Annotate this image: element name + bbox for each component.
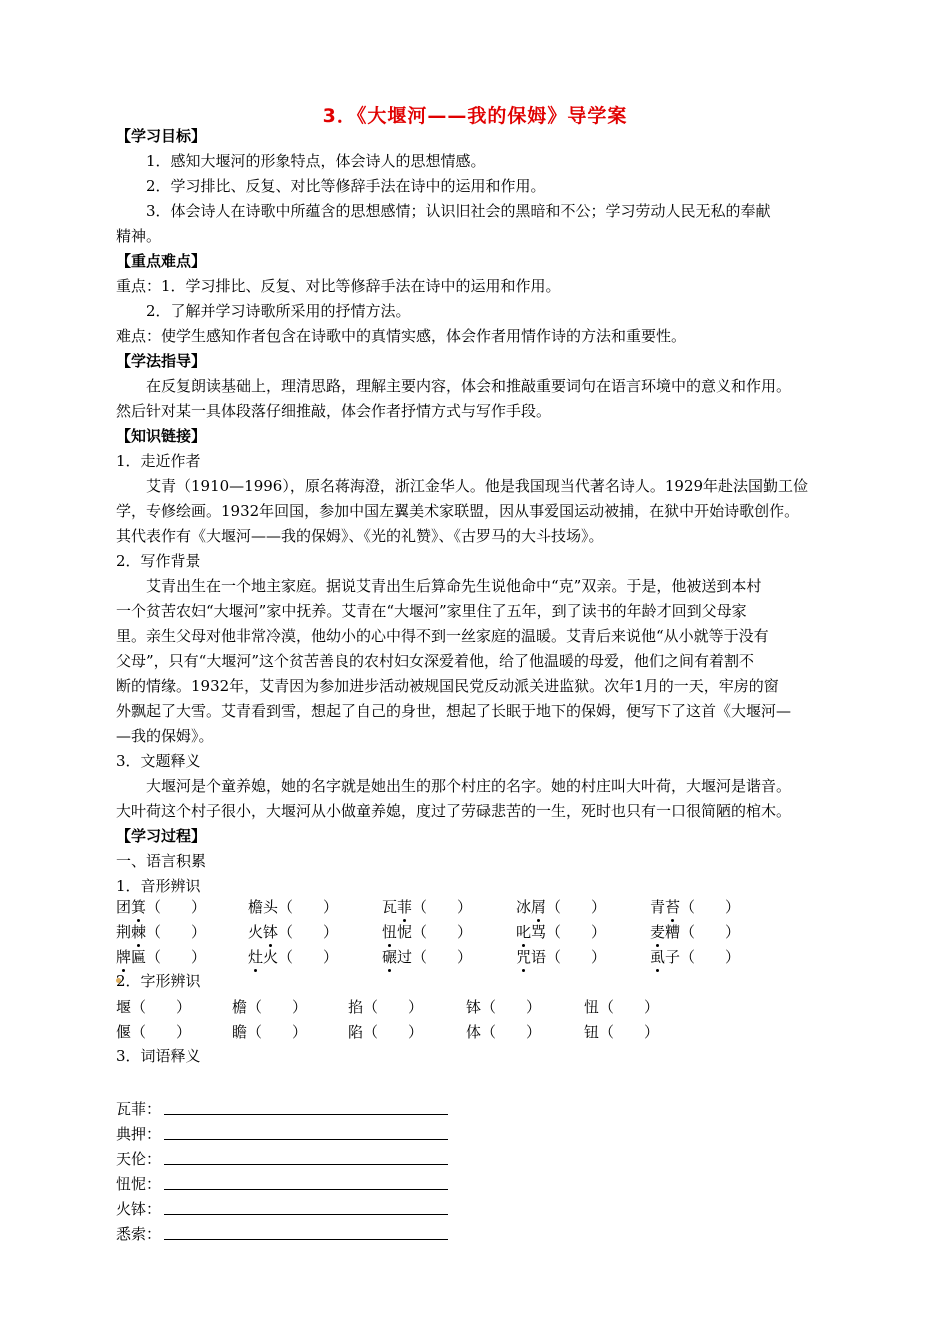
meaning-1: 大堰河是个童养媳，她的名字就是她出生的那个村庄的名字。她的村庄叫大叶荷，大堰河是谐音。 [146,777,792,795]
pronunciation-prefix: 檐 [248,898,264,916]
link-heading: 【知识链接】 [116,427,207,445]
meaning-heading: 3．文题释义 [116,752,201,770]
pronunciation-dotted-char: 灶 [248,945,263,969]
shape-item: 掐（ ） [348,998,424,1016]
pronunciation-suffix: 火（ ） [263,948,339,966]
pronunciation-suffix: 子（ ） [665,948,741,966]
pronunciation-prefix: 荆 [116,923,132,941]
shape-item: 体（ ） [466,1023,542,1041]
pronunciation-prefix: 冰 [516,898,532,916]
pronunciation-dotted-char: 菲 [397,895,412,919]
pronunciation-item [116,895,206,919]
pronunciation-suffix: （ ） [146,923,207,941]
goal-3: 3．体会诗人在诗歌中所蕴含的思想感情；认识旧社会的黑暗和不公；学习劳动人民无私的奉献 [146,202,771,220]
pronunciation-dotted-char: 忸 [382,920,397,944]
meaning-2: 大叶荷这个村子很小，大堰河从小做童养媳，度过了劳碌悲苦的一生，死时也只有一口很简陋的棺木。 [116,802,792,820]
answer-blank-line[interactable] [164,1114,448,1115]
pronunciation-dotted-char: 咒 [516,945,531,969]
pronunciation-item [382,945,472,969]
answer-blank-line[interactable] [164,1214,448,1215]
background-5: 断的情缘。1932年，艾青因为参加进步活动被规国民党反动派关进监狱。次年1月的一天，牢房的窗 [116,677,779,695]
background-1: 艾青出生在一个地主家庭。据说艾青出生后算命先生说他命中“克”双亲。于是，他被送到本村 [146,577,762,595]
pronunciation-suffix: 过（ ） [397,948,473,966]
pronunciation-suffix: 怩（ ） [397,923,473,941]
definition-row [116,1097,456,1121]
background-2: 一个贫苦农妇“大堰河”家中抚养。艾青在“大堰河”家里住了五年，到了读书的年龄才回到父母家 [116,602,747,620]
pronunciation-item [516,920,606,944]
pronunciation-item [650,945,740,969]
key-1: 重点：1．学习排比、反复、对比等修辞手法在诗中的运用和作用。 [116,277,561,295]
answer-blank-line[interactable] [164,1239,448,1240]
answer-blank-line[interactable] [164,1189,448,1190]
method-heading: 【学法指导】 [116,352,207,370]
process-heading: 【学习过程】 [116,827,207,845]
pronunciation-dotted-char: 屑 [531,895,546,919]
pronunciation-dotted-char: 叱 [516,920,531,944]
pronunciation-item [382,920,472,944]
pronunciation-suffix: 匾（ ） [131,948,207,966]
language-accumulation-heading: 一、语言积累 [116,852,207,870]
pronunciation-dotted-char: 钵 [263,920,278,944]
key-2: 2．了解并学习诗歌所采用的抒情方法。 [146,302,411,320]
pronunciation-suffix: （ ） [412,898,473,916]
doc-title: 3．《大堰河——我的保姆》导学案 [322,105,628,127]
author-3: 其代表作有《大堰河——我的保姆》、《光的礼赞》、《古罗马的大斗技场》。 [116,527,604,545]
definition-row [116,1172,456,1196]
pronunciation-suffix: （ ） [146,898,207,916]
pronunciation-suffix: （ ） [546,898,607,916]
goals-heading: 【学习目标】 [116,127,207,145]
definition-row [116,1147,456,1171]
background-7: —我的保姆》。 [116,727,214,745]
author-2: 学，专修绘画。1932年回国，参加中国左翼美术家联盟，因从事爱国运动被捕，在狱中开始诗歌创作。 [116,502,800,520]
shape-row [116,995,846,1019]
definition-label: 典押： [116,1125,162,1143]
shape-item: 钵（ ） [466,998,542,1016]
pronunciation-dotted-char: 棘 [131,920,146,944]
pronunciation-item [382,895,472,919]
definition-label: 忸怩： [116,1175,162,1193]
key-heading: 【重点难点】 [116,252,207,270]
pronunciation-row [116,945,846,969]
pronunciation-row [116,920,846,944]
shape-item: 钮（ ） [584,1023,660,1041]
pronunciation-item [516,945,606,969]
pronunciation-suffix: 语（ ） [531,948,607,966]
shape-item: 忸（ ） [584,998,660,1016]
shape-item: 堰（ ） [116,998,192,1016]
pronunciation-suffix: 头（ ） [263,898,339,916]
goal-2: 2．学习排比、反复、对比等修辞手法在诗中的运用和作用。 [146,177,546,195]
definition-row [116,1122,456,1146]
pronunciation-dotted-char: 箕 [131,895,146,919]
pronunciation-dotted-char: 麦 [650,920,665,944]
method-1: 在反复朗读基础上，理清思路，理解主要内容，体会和推敲重要词句在语言环境中的意义和作用。 [146,377,792,395]
pronunciation-item [650,895,740,919]
shape-row [116,1020,846,1044]
pronunciation-suffix: （ ） [680,898,741,916]
shape-item: 檐（ ） [232,998,308,1016]
pronunciation-dotted-char: 虱 [650,945,665,969]
pronunciation-suffix: 糟（ ） [665,923,741,941]
pronunciation-prefix: 瓦 [382,898,398,916]
answer-blank-line[interactable] [164,1139,448,1140]
pronunciation-heading: 1．音形辨识 [116,877,201,895]
pronunciation-suffix: （ ） [278,923,339,941]
author-heading: 1．走近作者 [116,452,201,470]
pronunciation-row [116,895,846,919]
pronunciation-item [116,945,206,969]
goal-1: 1．感知大堰河的形象特点，体会诗人的思想情感。 [146,152,486,170]
background-heading: 2．写作背景 [116,552,201,570]
background-6: 外飘起了大雪。艾青看到雪，想起了自己的身世，想起了长眠于地下的保姆，便写下了这首《大堰河— [116,702,792,720]
shape-item: 偃（ ） [116,1023,192,1041]
pronunciation-item [650,920,740,944]
pronunciation-suffix: 骂（ ） [531,923,607,941]
pronunciation-item [248,920,338,944]
definition-row [116,1197,456,1221]
shape-item: 陷（ ） [348,1023,424,1041]
method-2: 然后针对某一具体段落仔细推敲，体会作者抒情方式与写作手段。 [116,402,552,420]
pronunciation-prefix: 青 [650,898,666,916]
shape-heading: 2．字形辨识 [116,972,201,990]
goal-3-cont: 精神。 [116,227,162,245]
definition-heading: 3．词语释义 [116,1047,201,1065]
author-1: 艾青（1910—1996），原名蒋海澄，浙江金华人。他是我国现当代著名诗人。1929年赴法国勤工俭 [146,477,809,495]
pronunciation-item [116,920,206,944]
pronunciation-dotted-char: 碾 [382,945,397,969]
background-4: 父母”，只有“大堰河”这个贫苦善良的农村妇女深爱着他，给了他温暖的母爱，他们之间有着割不 [116,652,755,670]
definition-label: 火钵： [116,1200,162,1218]
difficulty: 难点：使学生感知作者包含在诗歌中的真情实感，体会作者用情作诗的方法和重要性。 [116,327,687,345]
pronunciation-dotted-char: 牌 [116,945,131,969]
pronunciation-item [248,945,338,969]
answer-blank-line[interactable] [164,1164,448,1165]
background-3: 里。亲生父母对他非常冷漠，他幼小的心中得不到一丝家庭的温暖。艾青后来说他“从小就等于没有 [116,627,769,645]
shape-item: 瞻（ ） [232,1023,308,1041]
pronunciation-dotted-char: 苔 [665,895,680,919]
pronunciation-item [516,895,606,919]
definition-label: 瓦菲： [116,1100,162,1118]
pronunciation-prefix: 火 [248,923,264,941]
definition-label: 天伦： [116,1150,162,1168]
pronunciation-item [248,895,338,919]
definition-label: 悉索： [116,1225,162,1243]
definition-row [116,1222,456,1246]
pronunciation-prefix: 团 [116,898,132,916]
